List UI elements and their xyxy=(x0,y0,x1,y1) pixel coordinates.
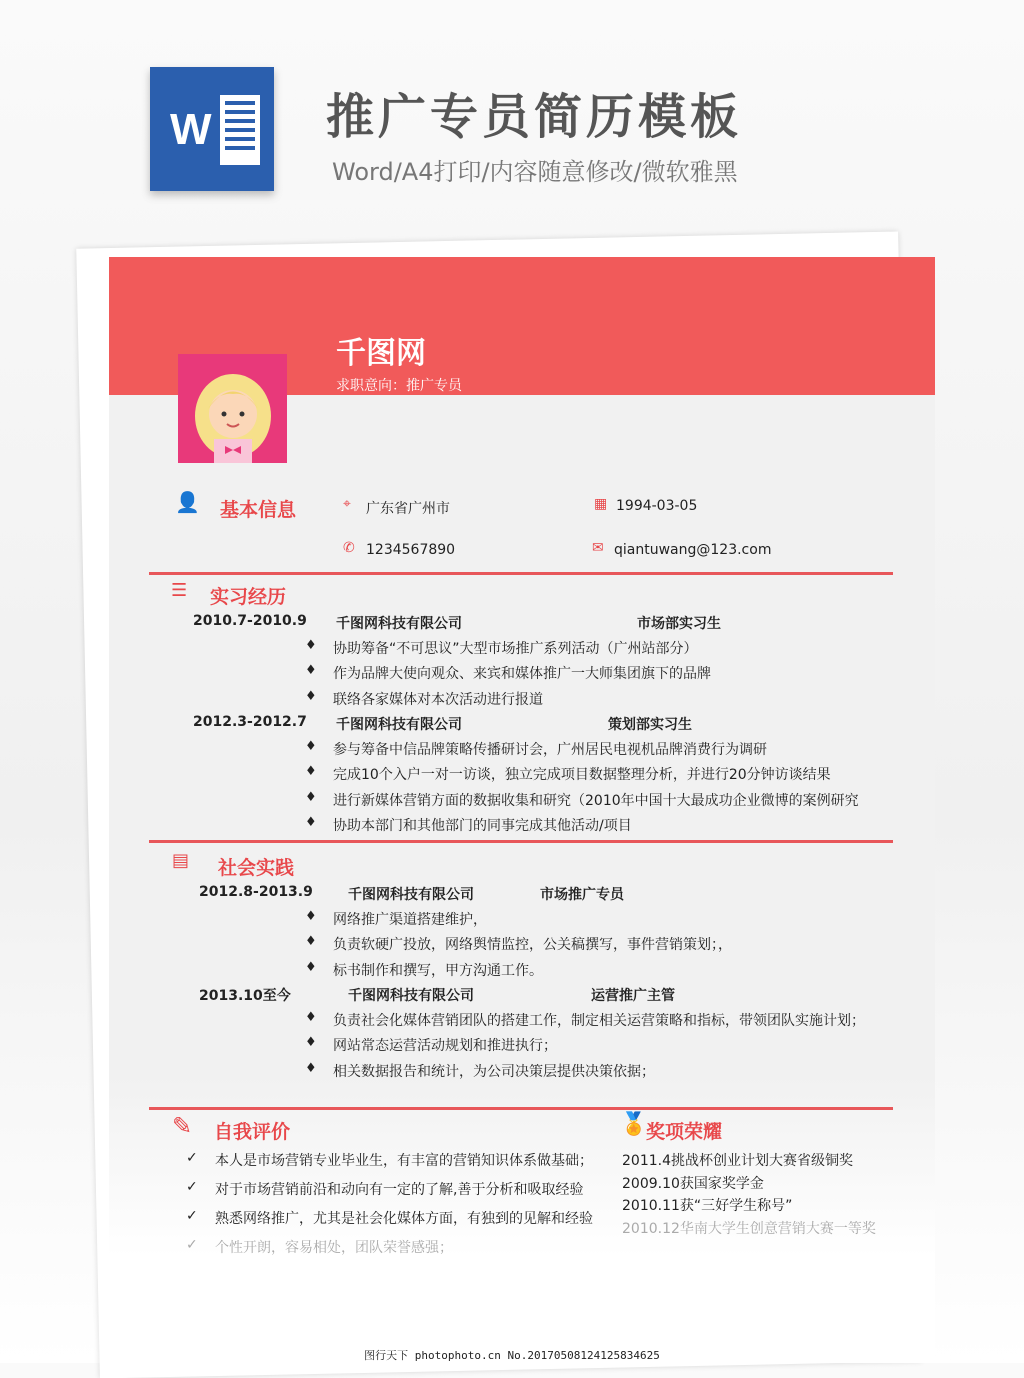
job-duty: 相关数据报告和统计，为公司决策层提供决策依据； xyxy=(333,1063,655,1080)
job-date: 2013.10至今 xyxy=(199,987,291,1004)
job-duty: 负责社会化媒体营销团队的搭建工作，制定相关运营策略和指标，带领团队实施计划； xyxy=(333,1012,865,1029)
medal-icon: 🏅 xyxy=(620,1112,648,1137)
bullet-icon: ♦ xyxy=(305,764,317,780)
job-duty: 网站常态运营活动规划和推进执行； xyxy=(333,1038,557,1055)
job-date: 2010.7-2010.9 xyxy=(193,613,307,629)
bullet-icon: ♦ xyxy=(305,1060,317,1076)
watermark-footer: 图行天下 photophoto.cn No.20170508124125834625 xyxy=(364,1349,660,1362)
job-duty: 完成10个入户一对一访谈，独立完成项目数据整理分析，并进行20分钟访谈结果 xyxy=(333,767,831,784)
job-date: 2012.3-2012.7 xyxy=(193,713,307,730)
job-date: 2012.8-2013.9 xyxy=(199,884,313,900)
check-icon: ✓ xyxy=(186,1208,198,1224)
bullet-icon: ♦ xyxy=(305,738,317,754)
bullet-icon: ♦ xyxy=(305,638,317,653)
check-icon: ✓ xyxy=(186,1150,198,1166)
section-title-self-eval: 自我评价 xyxy=(214,1121,291,1143)
bullet-icon: ♦ xyxy=(305,789,317,805)
bullet-icon: ♦ xyxy=(305,934,317,950)
self-eval-item: 个性开朗，容易相处，团队荣誉感强； xyxy=(215,1240,453,1256)
job-duty: 网络推广渠道搭建维护， xyxy=(333,912,487,928)
bullet-icon: ♦ xyxy=(305,1009,317,1025)
award-item: 2009.10获国家奖学金 xyxy=(622,1175,764,1192)
section-title-awards: 奖项荣耀 xyxy=(646,1121,723,1143)
job-duty: 参与筹备中信品牌策略传播研讨会，广州居民电视机品牌消费行为调研 xyxy=(333,741,767,758)
candidate-name: 千图网 xyxy=(336,336,426,371)
divider xyxy=(149,840,893,843)
job-duty: 作为品牌大使向观众、来宾和媒体推广一大师集团旗下的品牌 xyxy=(333,666,711,683)
job-duty: 进行新媒体营销方面的数据收集和研究（2010年中国十大最成功企业微博的案例研究 xyxy=(333,792,859,809)
job-role: 运营推广主管 xyxy=(591,987,675,1004)
check-icon: ✓ xyxy=(186,1179,198,1195)
check-icon: ✓ xyxy=(186,1237,198,1253)
page-subtitle: Word/A4打印/内容随意修改/微软雅黑 xyxy=(332,158,738,186)
bullet-icon: ♦ xyxy=(305,909,317,924)
birthday: 1994-03-05 xyxy=(616,498,698,514)
divider xyxy=(149,1107,893,1110)
job-company: 千图网科技有限公司 xyxy=(336,616,462,632)
self-eval-item: 熟悉网络推广，尤其是社会化媒体方面，有独到的见解和经验 xyxy=(215,1211,593,1227)
self-eval-item: 本人是市场营销专业毕业生，有丰富的营销知识体系做基础； xyxy=(215,1153,593,1169)
award-item: 2010.11获“三好学生称号” xyxy=(622,1198,793,1214)
job-duty: 标书制作和撰写，甲方沟通工作。 xyxy=(333,962,543,979)
document-lines-icon xyxy=(220,95,260,165)
bullet-icon: ♦ xyxy=(305,814,317,830)
bullet-icon: ♦ xyxy=(305,688,317,704)
id-card-icon: ▤ xyxy=(172,850,190,871)
bullet-icon: ♦ xyxy=(305,663,317,679)
section-title-internship: 实习经历 xyxy=(210,586,287,608)
job-duty: 联络各家媒体对本次活动进行报道 xyxy=(333,691,543,708)
job-role: 市场推广专员 xyxy=(540,887,624,903)
job-company: 千图网科技有限公司 xyxy=(348,987,474,1004)
edit-icon: ✎ xyxy=(172,1112,193,1140)
award-item: 2010.12华南大学生创意营销大赛一等奖 xyxy=(622,1220,876,1237)
phone-icon: ✆ xyxy=(343,540,355,556)
person-icon: 👤 xyxy=(175,490,200,514)
job-company: 千图网科技有限公司 xyxy=(336,716,462,733)
job-role: 策划部实习生 xyxy=(608,716,692,733)
calendar-icon: ▦ xyxy=(594,496,608,512)
job-role: 市场部实习生 xyxy=(637,616,721,632)
email-icon: ✉ xyxy=(592,540,604,556)
job-company: 千图网科技有限公司 xyxy=(348,887,474,903)
word-logo xyxy=(150,67,274,191)
self-eval-item: 对于市场营销前沿和动向有一定的了解,善于分析和吸取经验 xyxy=(215,1182,584,1198)
award-item: 2011.4挑战杯创业计划大赛省级铜奖 xyxy=(622,1153,853,1169)
job-duty: 协助筹备“不可思议”大型市场推广系列活动（广州站部分） xyxy=(333,641,698,657)
job-duty: 协助本部门和其他部门的同事完成其他活动/项目 xyxy=(333,817,632,834)
bullet-icon: ♦ xyxy=(305,959,317,975)
list-icon: ☰ xyxy=(171,580,188,601)
section-title-basic: 基本信息 xyxy=(220,499,297,521)
page-title: 推广专员简历模板 xyxy=(326,89,743,145)
location: 广东省广州市 xyxy=(366,501,450,517)
job-duty: 负责软硬广投放，网络舆情监控，公关稿撰写，事件营销策划；， xyxy=(333,937,732,954)
avatar xyxy=(178,354,287,463)
email: qiantuwang@123.com xyxy=(614,542,772,558)
divider xyxy=(149,572,893,575)
location-icon: ⌖ xyxy=(343,496,351,512)
phone: 1234567890 xyxy=(366,542,456,558)
bullet-icon: ♦ xyxy=(305,1035,317,1051)
logo-letter: W xyxy=(170,105,212,154)
section-title-social: 社会实践 xyxy=(218,857,295,879)
job-intent: 求职意向：推广专员 xyxy=(336,378,462,394)
